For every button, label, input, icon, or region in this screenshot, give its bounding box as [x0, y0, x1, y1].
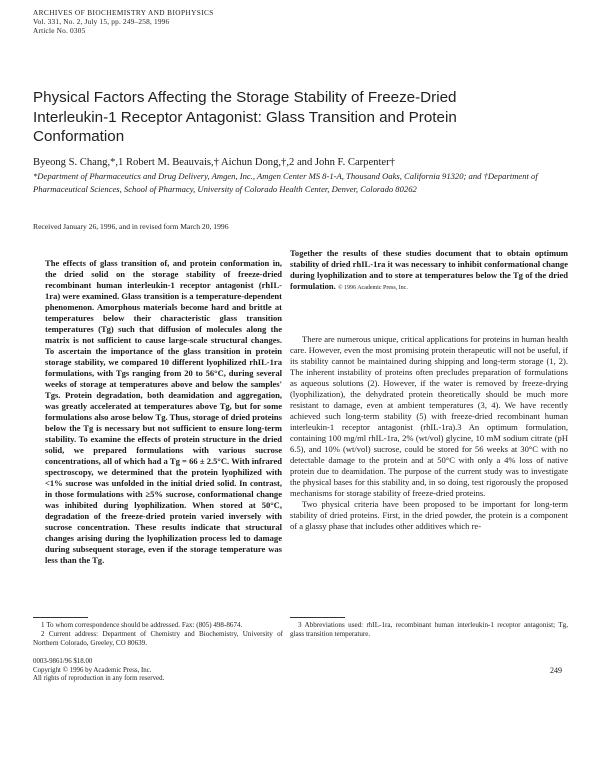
copyright-holder: Copyright © 1996 by Academic Press, Inc. — [33, 666, 152, 674]
article-number: Article No. 0305 — [33, 26, 86, 36]
footnote-1: 1 To whom correspondence should be addressed. Fax: (805) 498-8674. — [41, 621, 243, 629]
author-list: Byeong S. Chang,*,1 Robert M. Beauvais,† Aichun Dong,†,2 and John F. Carpenter† — [33, 157, 395, 168]
copyright-code: 0003-9861/96 $18.00 — [33, 658, 93, 665]
introduction — [290, 334, 568, 532]
abstract-part-1: The effects of glass transition of, and protein conformation in, the dried solid on the storage stability of freeze-dried recombinant human interleukin-1 receptor antagonist (rhIL-1ra) were examined. Glass transition is a temperature-dependent phenomenon. Amorphous materials become hard and brittle at temperatures below their characteristic glass transition temperatures (Tg) such that diffusion of molecules along the matrix is not sufficient to cause large-scale structural changes. To ascertain the importance of the glass transition in protein storage stability, we compared 10 different lyophilized rhIL-1ra formulations, with Tgs ranging from 20 to 56°C, during several weeks of storage at temperatures above and below the samples' Tgs. Protein degradation, both deamidation and aggregation, was greatly accelerated at temperatures above Tg, but for some formulations also arose below Tg. Thus, storage of dried proteins below the Tg is necessary but not sufficient to ensure long-term stability. To examine the effects of protein structure in the dried solid, we prepared formulations with various sucrose concentrations, all of which had a Tg = 66 ± 2.5°C. With infrared spectroscopy, we determined that the protein lyophilized with <1% sucrose was unfolded in the initial dried solid. In contrast, in those formulations with ≥5% sucrose, conformational change was inhibited during lyophilization. When stored at 50°C, degradation of the freeze-dried protein varied inversely with sucrose concentration. These results indicate that structural changes arising during the lyophilization process led to damage during subsequent storage, even if the storage temperature was less than the Tg. — [45, 258, 282, 565]
page-number: 249 — [550, 666, 562, 675]
copyright-rights: All rights of reproduction in any form reserved. — [33, 675, 165, 683]
copyright-block — [33, 658, 283, 684]
journal-name: ARCHIVES OF BIOCHEMISTRY AND BIOPHYSICS — [33, 8, 214, 17]
intro-paragraph-1: There are numerous unique, critical applications for proteins in human health care. However, even the most promising protein therapeutic will not be useful, if its stability cannot be maintained during shipping and long-term storage (1, 2). The inherent instability of proteins often precludes preparation of formulations as aqueous solutions (2). However, if the water is removed by freeze-drying (lyophilization), the dehydrated protein theoretically should be much more resistant to damage, even at ambient temperatures (3, 4). We have recently achieved such long-term stability (5) with freeze-dried recombinant human interleukin-1 receptor antagonist (rhIL-1ra).3 An optimum formulation, containing 100 mg/ml rhIL-1ra, 2% (wt/vol) glycine, 10 mM sodium citrate (pH 6.5), and 10% (wt/vol) sucrose, could be stored for 56 weeks at 30°C with no detectable damage to the protein and at 50°C with only a 4% loss of native protein due to deamidation. The purpose of the current study was to investigate the physical bases for this stability and, in so doing, test rigorously the proposed mechanisms for storage stability of freeze-dried proteins. — [290, 334, 568, 498]
footnotes-left — [33, 621, 283, 648]
footnotes-right — [290, 621, 568, 639]
abstract-copyright: © 1996 Academic Press, Inc. — [337, 285, 408, 291]
intro-paragraph-2: Two physical criteria have been proposed to be important for long-term stability of dried proteins. First, in the dried powder, the protein is a component of a glassy phase that includes other additives which re- — [290, 499, 568, 531]
footnote-2: 2 Current address: Department of Chemistry and Biochemistry, University of Northern Colorado, Greeley, CO 80639. — [33, 630, 283, 647]
footnote-rule-right — [290, 617, 345, 618]
journal-header — [33, 8, 333, 36]
footnote-rule-left — [33, 617, 88, 618]
journal-volume: Vol. 331, No. 2, July 15, pp. 249–258, 1996 — [33, 17, 170, 27]
affiliations: *Department of Pharmaceutics and Drug Delivery, Amgen, Inc., Amgen Center MS 8-1-A, Thousand Oaks, California 91320; and †Department of Pharmaceutical Sciences, School of Pharmacy, University of Colorado Health Center, Denver, Colorado 80262 — [33, 171, 538, 194]
paper-title: Physical Factors Affecting the Storage Stability of Freeze-Dried Interleukin-1 Receptor Antagonist: Glass Transition and Protein Conformation — [33, 89, 457, 145]
footnote-3: 3 Abbreviations used: rhIL-1ra, recombinant human interleukin-1 receptor antagonist; Tg, glass transition temperature. — [290, 621, 568, 638]
abstract-part-2 — [290, 248, 568, 294]
received-date: Received January 26, 1996, and in revised form March 20, 1996 — [33, 222, 229, 231]
abstract-part-2-text: Together the results of these studies document that to obtain optimum stability of dried rhIL-1ra it was necessary to inhibit conformational change during lyophilization and to store at temperatures below the Tg of the dried formulation. — [290, 248, 568, 291]
